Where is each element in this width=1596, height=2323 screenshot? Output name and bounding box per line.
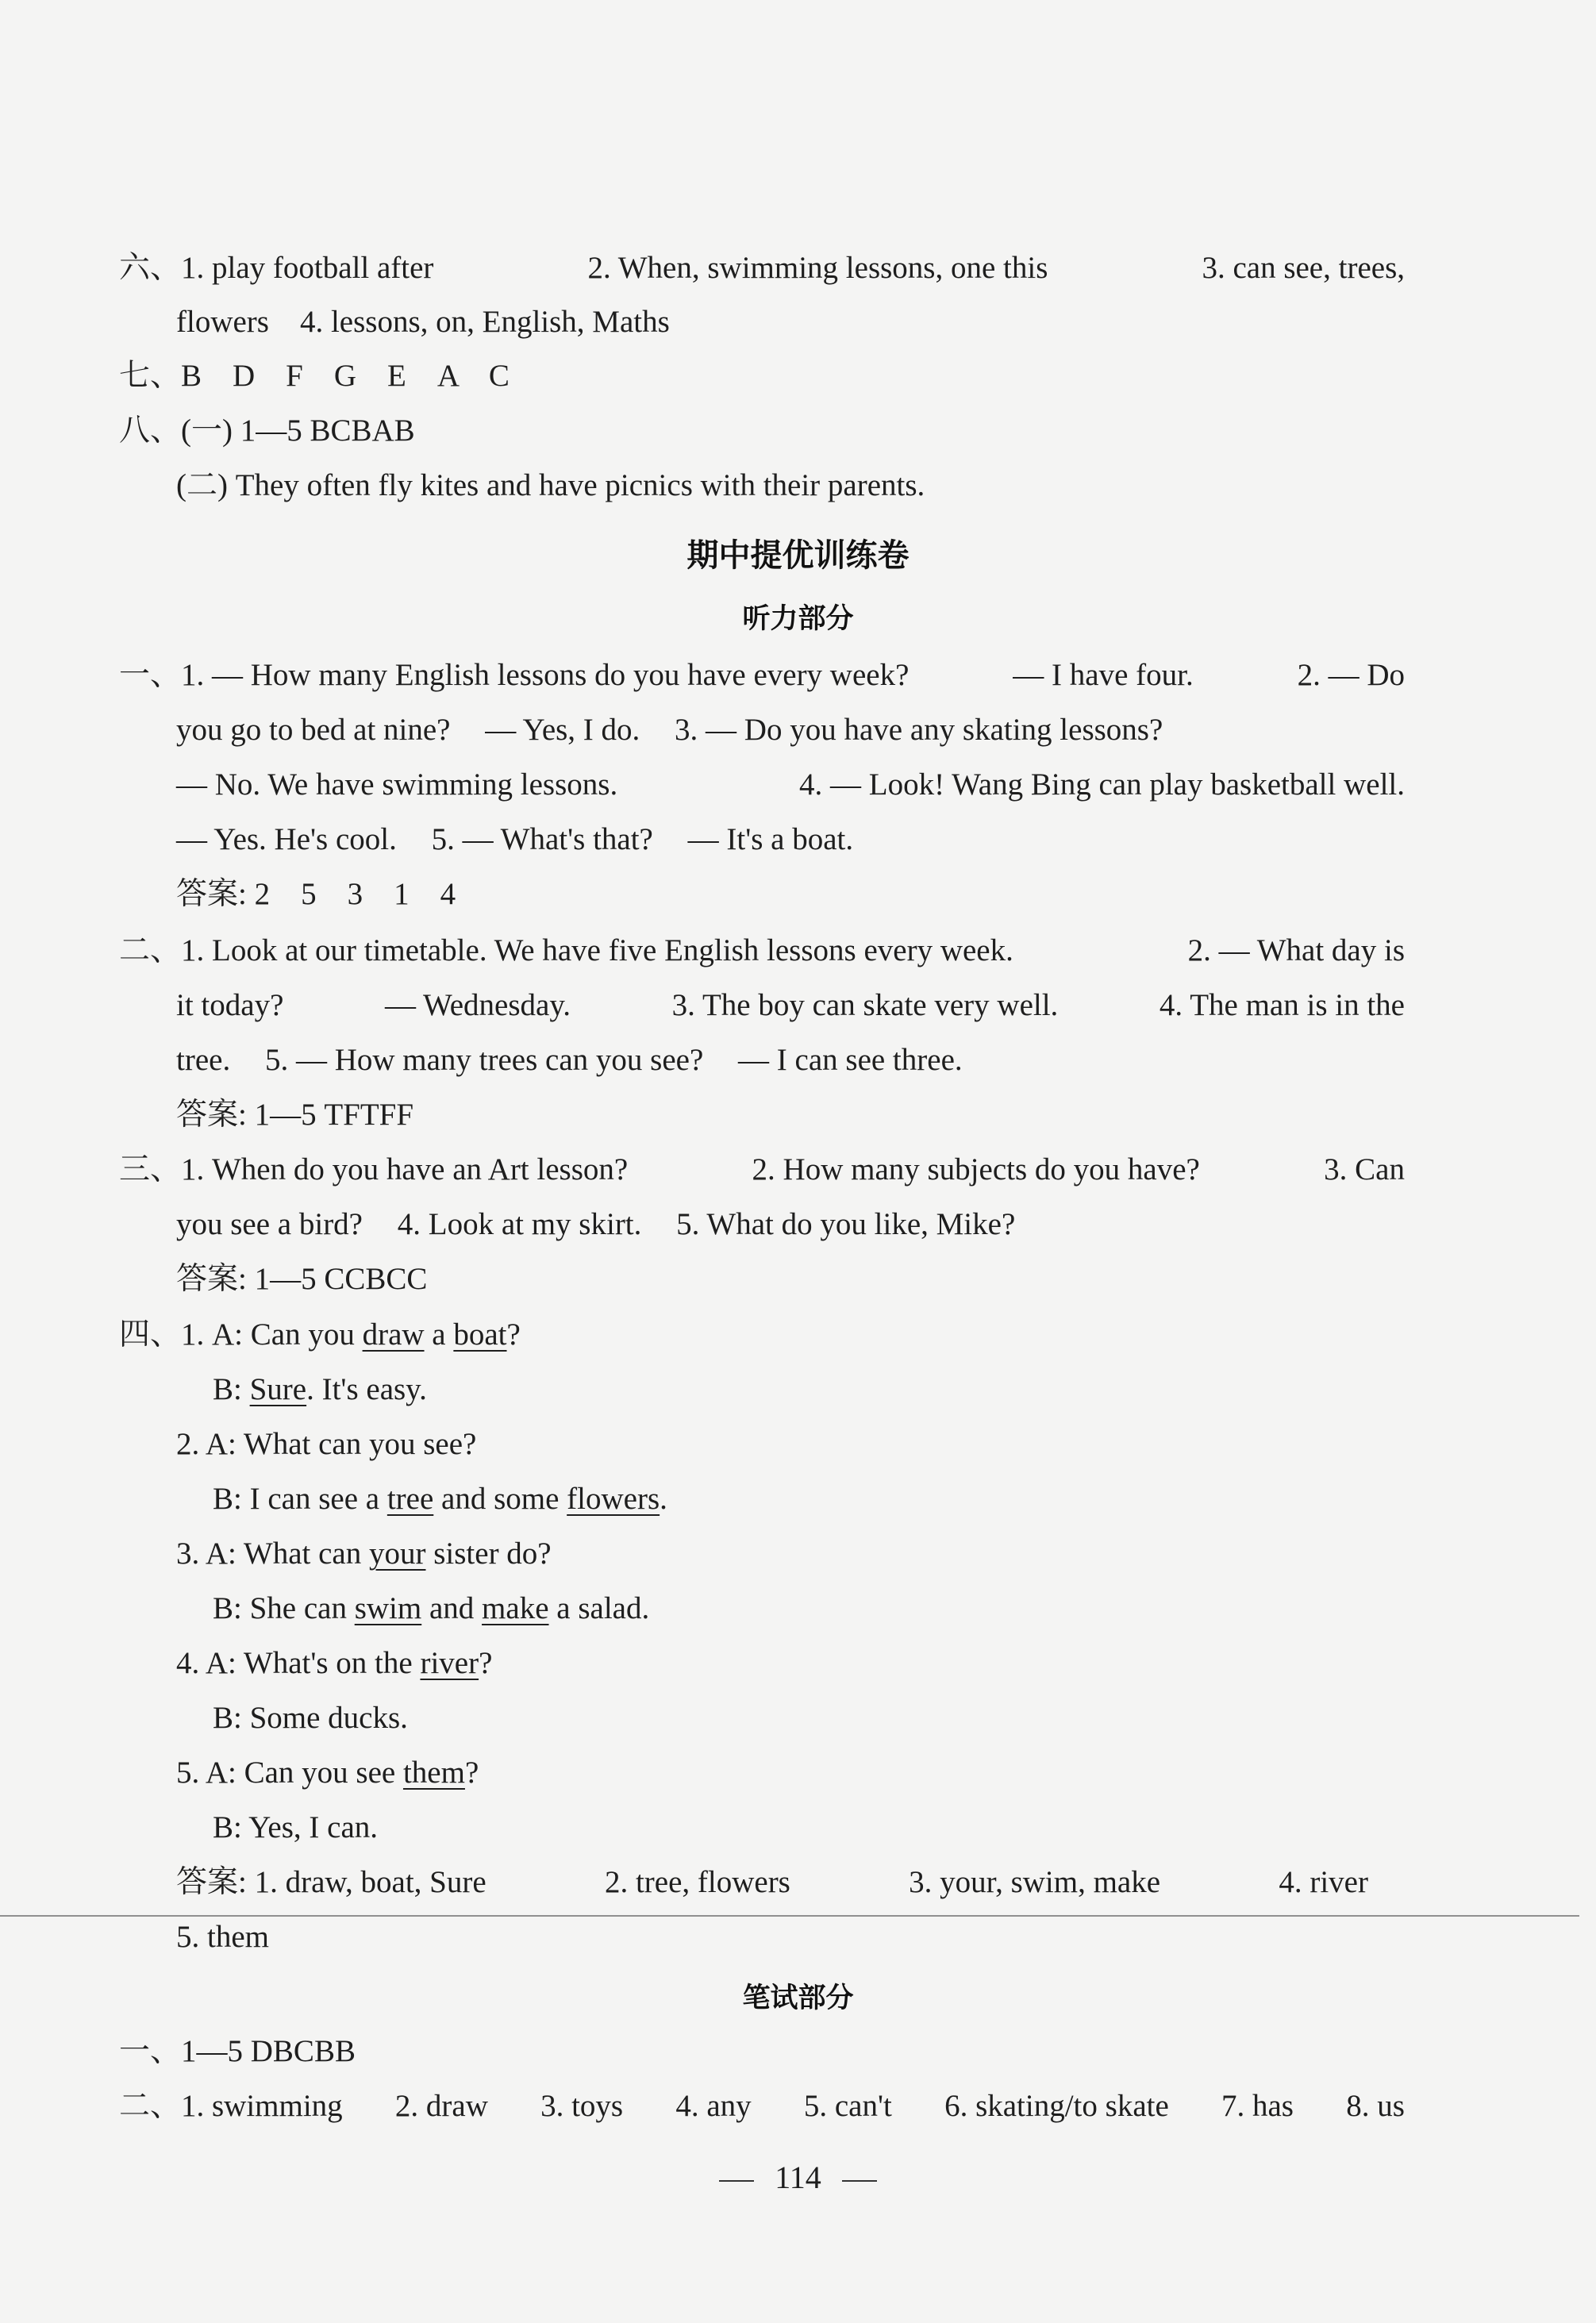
q4-dialogue-1a: 四、1. A: Can you draw a boat? [119, 1317, 521, 1352]
q4-dialogue-5b: B: Yes, I can. [213, 1810, 379, 1844]
q4-dialogue-2b: B: I can see a tree and some flowers. [213, 1482, 667, 1516]
page-number: 114 [775, 2160, 821, 2195]
q2-line-3: tree. 5. — How many trees can you see? — I can see three. [176, 1043, 963, 1077]
page-number-footer [0, 2159, 1596, 2196]
footer-dash-right [842, 2180, 877, 2182]
q4-answer-line-2: 5. them [176, 1920, 269, 1954]
w1-answer: 一、1—5 DBCBB [119, 2034, 356, 2068]
q1-line-4: — Yes. He's cool. 5. — What's that? — It's a boat. [176, 822, 854, 856]
q4-answer-line-1: 答案: 1. draw, boat, Sure 2. tree, flowers 3. your, swim, make 4. river [176, 1865, 1368, 1899]
q4-dialogue-1b: B: Sure. It's easy. [213, 1372, 427, 1406]
q1-line-1: 一、1. — How many English lessons do you have every week? — I have four. 2. — Do [119, 658, 1405, 692]
q2-line-2: it today? — Wednesday. 3. The boy can skate very well. 4. The man is in the [176, 988, 1405, 1022]
q4-dialogue-3b: B: She can swim and make a salad. [213, 1591, 650, 1625]
q1-line-3: — No. We have swimming lessons. 4. — Look! Wang Bing can play basketball well. [176, 767, 1405, 802]
q1-line-2: you go to bed at nine? — Yes, I do. 3. — Do you have any skating lessons? [176, 713, 1163, 747]
listening-heading: 听力部分 [742, 603, 854, 635]
q2-line-1: 二、1. Look at our timetable. We have five English lessons every week. 2. — What day is [119, 933, 1405, 967]
q4-dialogue-4a: 4. A: What's on the river? [176, 1646, 493, 1680]
w2-answer: 二、1. swimming 2. draw 3. toys 4. any 5. can't 6. skating/to skate 7. has 8. us [119, 2089, 1405, 2123]
page-title: 期中提优训练卷 [686, 537, 910, 574]
q4-dialogue-2a: 2. A: What can you see? [176, 1427, 477, 1461]
section-7: 七、B D F G E A C [119, 359, 510, 393]
q3-answer: 答案: 1—5 CCBCC [176, 1262, 428, 1296]
q3-line-1: 三、1. When do you have an Art lesson? 2. How many subjects do you have? 3. Can [119, 1152, 1405, 1186]
q3-line-2: you see a bird? 4. Look at my skirt. 5. What do you like, Mike? [176, 1207, 1016, 1241]
written-heading: 笔试部分 [742, 1983, 854, 2014]
section-8-part-2: (二) They often fly kites and have picnics with their parents. [176, 468, 925, 502]
q4-dialogue-4b: B: Some ducks. [213, 1701, 408, 1735]
section-6-line-1: 六、1. play football after 2. When, swimming lessons, one this 3. can see, trees, [119, 251, 1405, 285]
section-8-part-1: 八、(一) 1—5 BCBAB [119, 413, 415, 448]
section-6-line-2: flowers 4. lessons, on, English, Maths [176, 305, 670, 339]
q4-dialogue-3a: 3. A: What can your sister do? [176, 1536, 552, 1571]
q4-dialogue-5a: 5. A: Can you see them? [176, 1756, 479, 1790]
q1-answer: 答案: 2 5 3 1 4 [176, 877, 456, 911]
q2-answer: 答案: 1—5 TFTFF [176, 1098, 414, 1132]
footer-dash-left [719, 2180, 754, 2182]
